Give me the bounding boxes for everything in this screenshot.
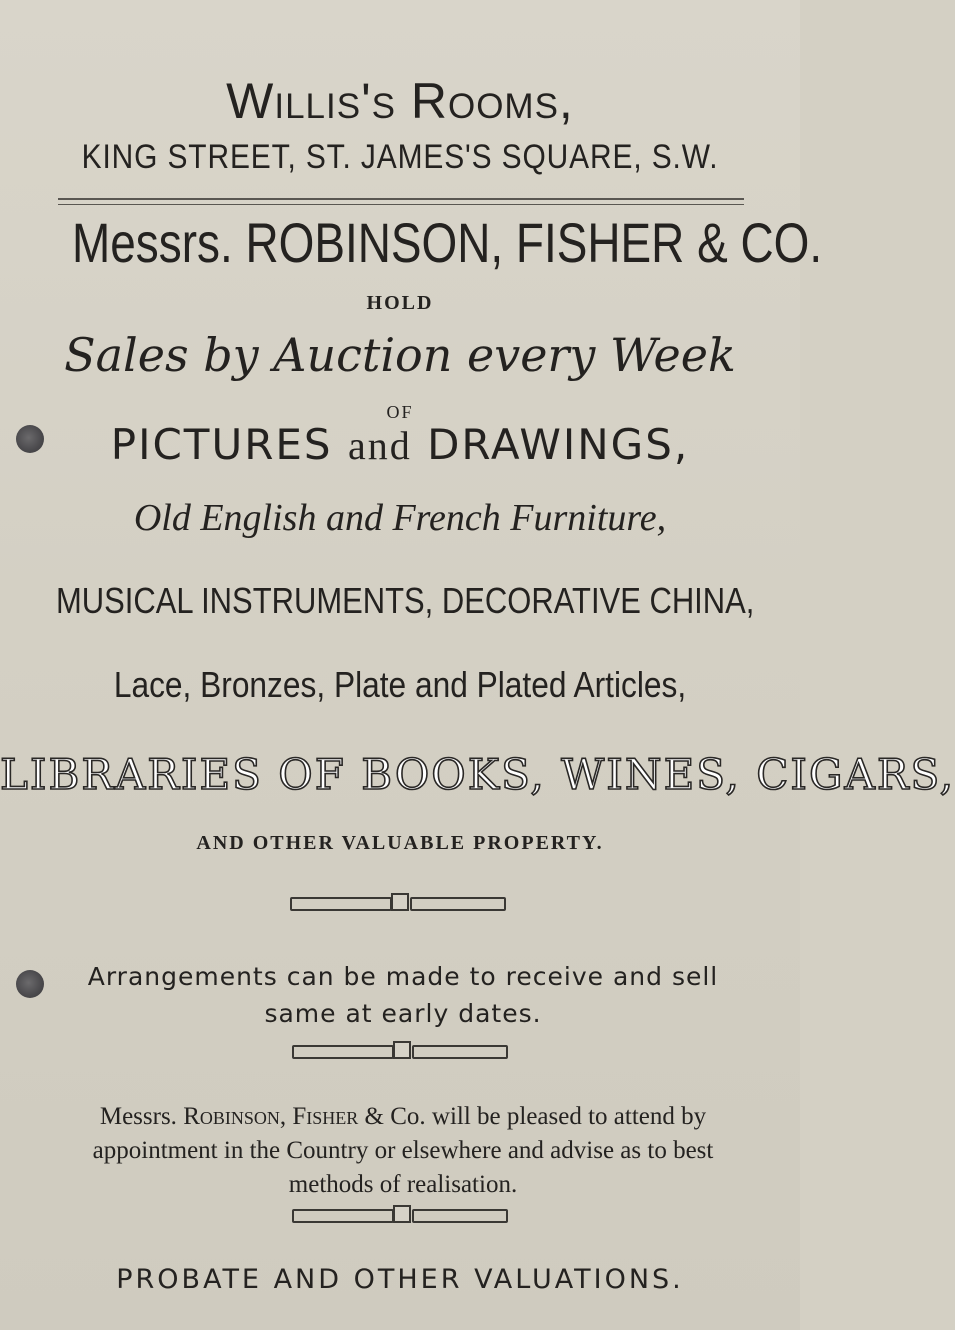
and-word: and bbox=[347, 423, 412, 468]
sales-by-auction: Sales by Auction every Week bbox=[64, 328, 736, 382]
binding-hole bbox=[16, 970, 44, 998]
ornament-divider bbox=[292, 1208, 508, 1222]
other-property-line: AND OTHER VALUABLE PROPERTY. bbox=[196, 832, 604, 854]
address-line: KING STREET, ST. JAMES'S SQUARE, S.W. bbox=[81, 138, 719, 176]
lace-line: Lace, Bronzes, Plate and Plated Articles, bbox=[113, 664, 687, 705]
pictures-drawings-line bbox=[0, 420, 800, 469]
hold-label: HOLD bbox=[366, 292, 434, 314]
libraries-line: LIBRARIES OF BOOKS, WINES, CIGARS, bbox=[0, 750, 955, 799]
appointment-notice bbox=[58, 1100, 748, 1202]
drawings-word: DRAWINGS, bbox=[427, 420, 690, 469]
messrs-rest: & Co. will be pleased to attend by appointment in the Country or elsewhere and advise as to best methods of realisation. bbox=[92, 1103, 714, 1198]
of-label: OF bbox=[386, 402, 414, 422]
messrs-firm: Robinson, Fisher bbox=[183, 1103, 359, 1130]
messrs-prefix: Messrs. bbox=[99, 1103, 184, 1130]
pictures-word: PICTURES bbox=[110, 420, 333, 469]
musical-line: MUSICAL INSTRUMENTS, DECORATIVE CHINA, bbox=[56, 580, 755, 621]
furniture-line: Old English and French Furniture, bbox=[133, 497, 667, 539]
page-title: Willis's Rooms, bbox=[226, 73, 574, 129]
ornament-divider bbox=[290, 896, 506, 910]
double-rule-divider bbox=[58, 198, 744, 205]
probate-line: PROBATE AND OTHER VALUATIONS. bbox=[116, 1264, 684, 1295]
arrangements-notice: Arrangements can be made to receive and sell same at early dates. bbox=[87, 962, 719, 1028]
firm-name: Messrs. ROBINSON, FISHER & CO. bbox=[72, 211, 823, 274]
ornament-divider bbox=[292, 1044, 508, 1058]
